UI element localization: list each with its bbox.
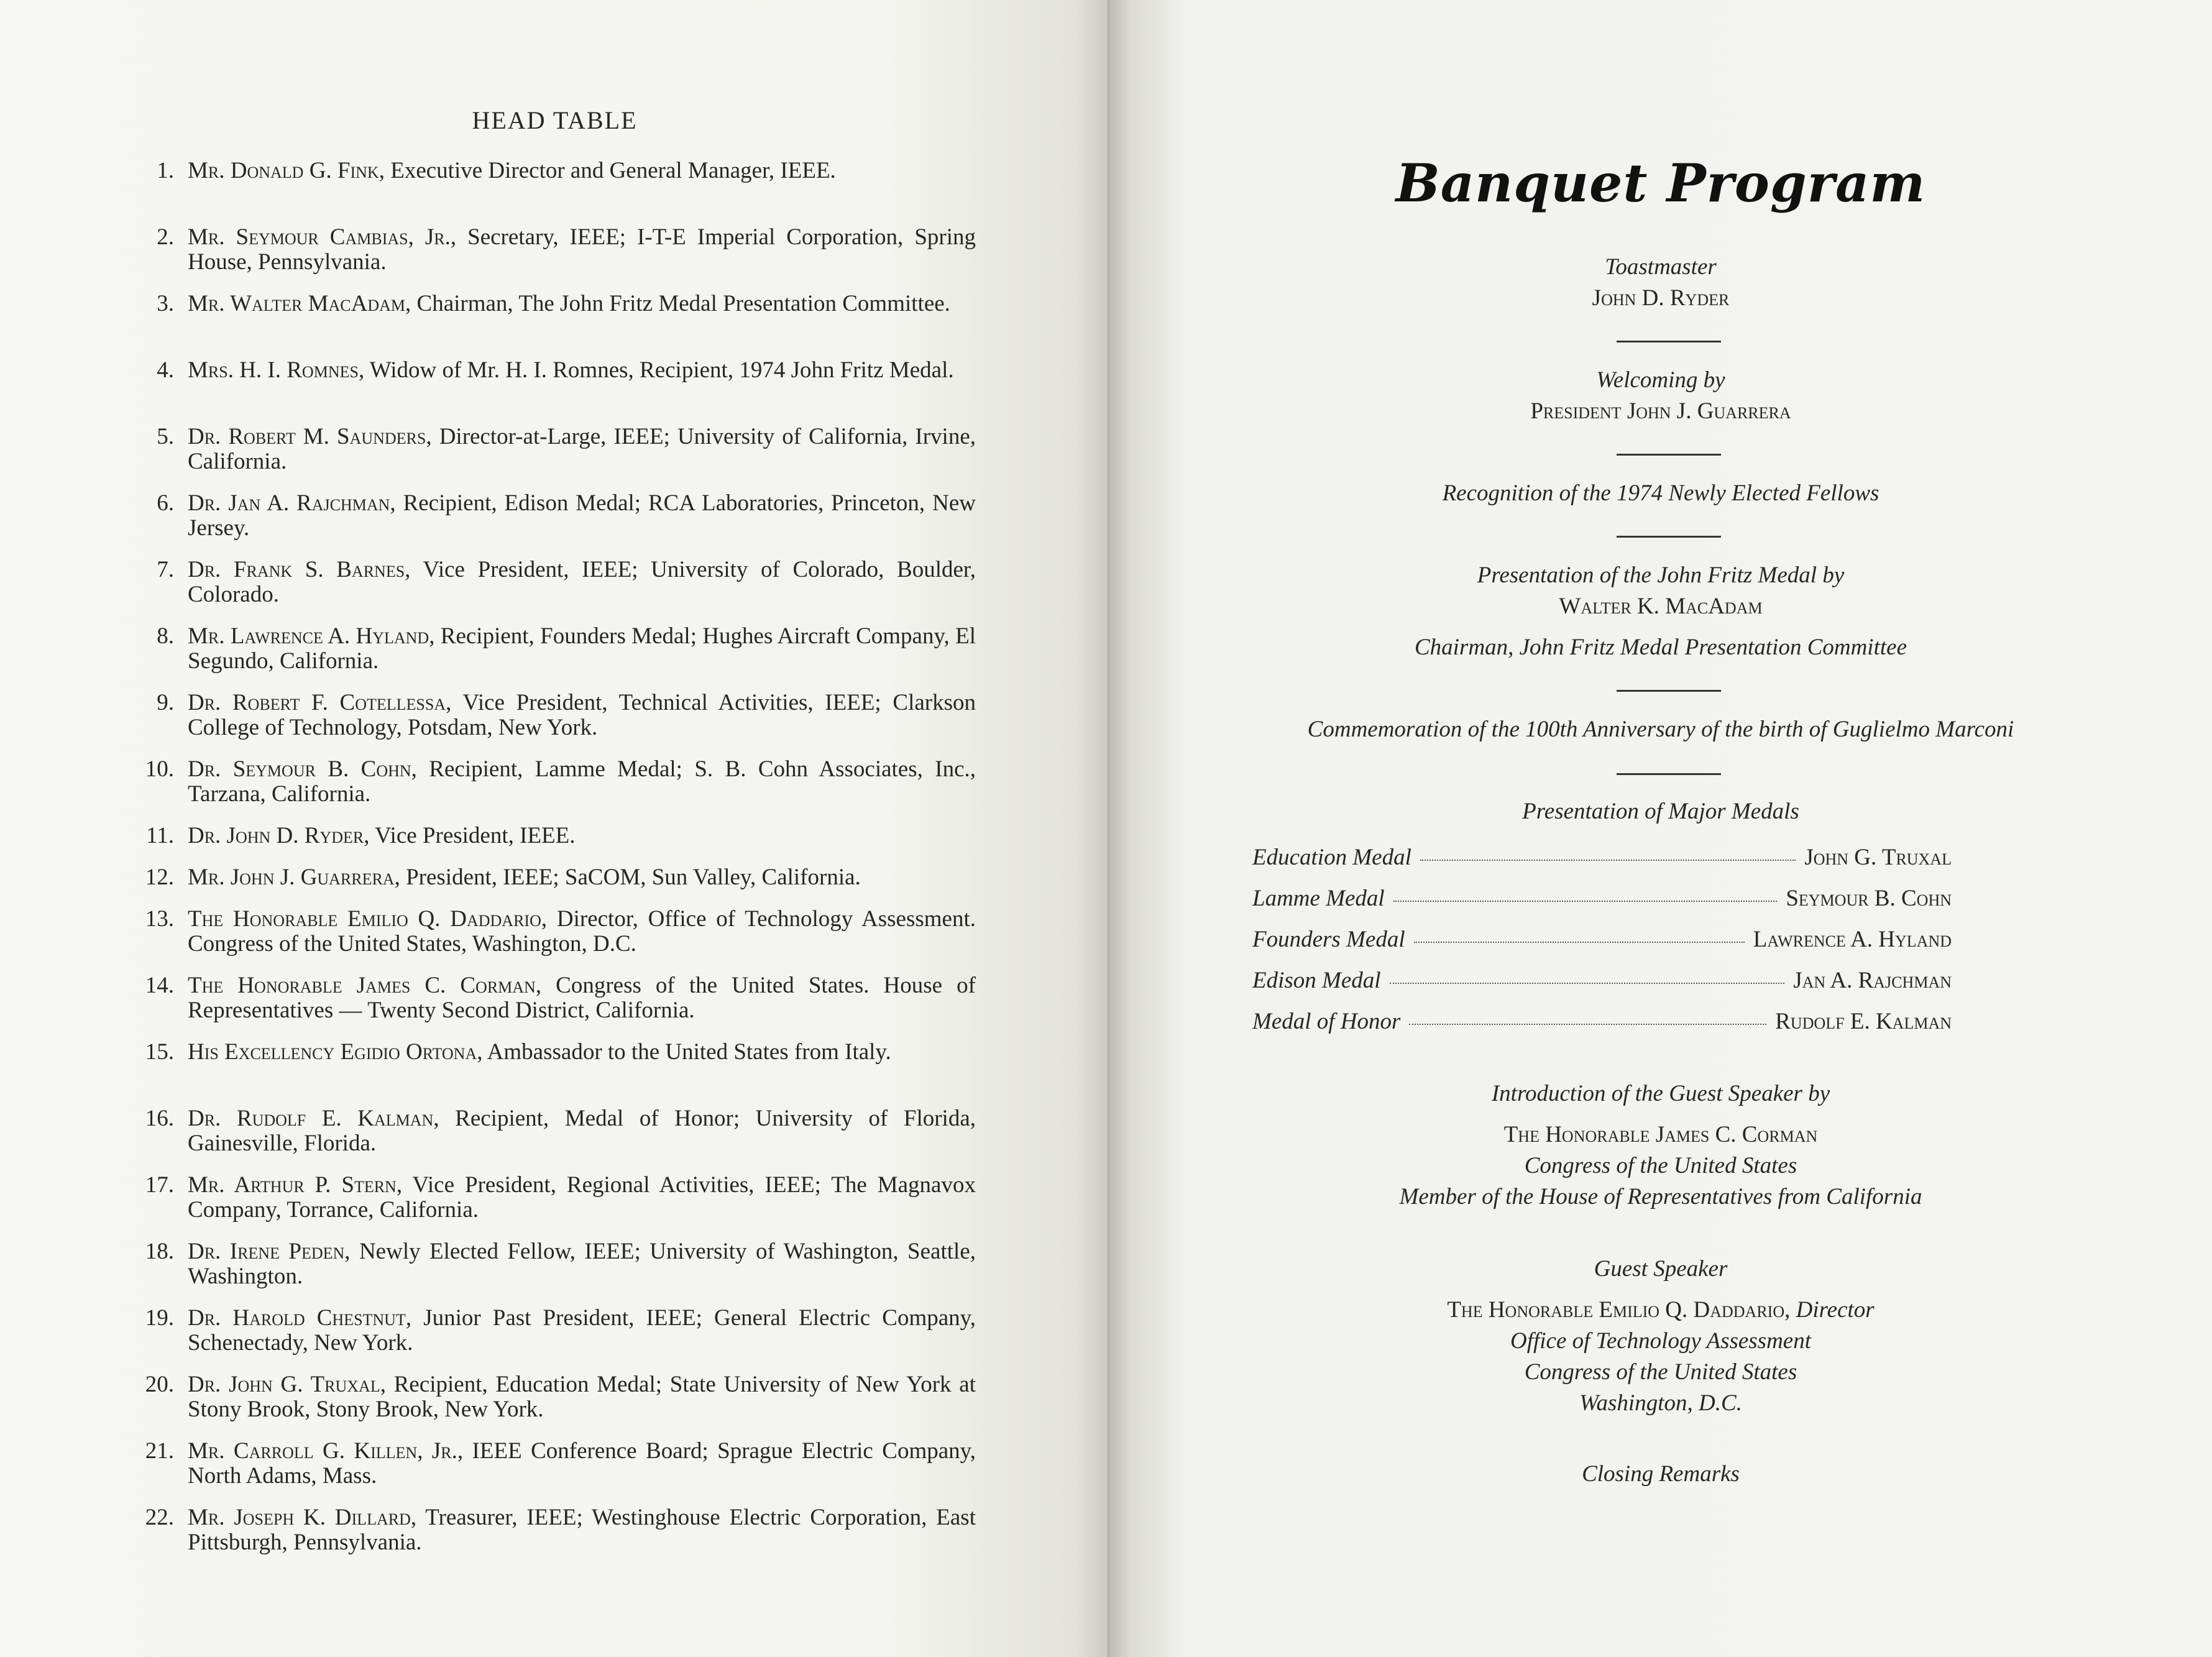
medal-name: Medal of Honor [1252,1009,1401,1034]
entry-number: 3. [157,291,174,316]
medal-recipient: John G. Truxal [1804,845,1952,870]
head-table-entry [93,973,976,1040]
entry-number: 11. [146,823,174,848]
guest-speaker-name: The Honorable Emilio Q. Daddario, [1447,1297,1791,1323]
entry-number: 17. [145,1172,174,1198]
entry-name: Dr. Frank S. Barnes [188,557,405,582]
fritz-medal-label: Presentation of the John Fritz Medal by [1477,562,1845,588]
divider-rule [1617,454,1721,456]
guest-speaker-heading [1109,1297,2212,1323]
entry-name: Mr. Seymour Cambias, Jr. [188,224,451,250]
entry-details: , Chairman, The John Fritz Medal Presentation Committee. [405,291,950,316]
guest-speaker-line: Office of Technology Assessment [1510,1328,1812,1354]
entry-number: 13. [145,906,174,932]
dot-leader [1393,901,1778,902]
entry-details: , President, IEEE; SaCOM, Sun Valley, California. [394,865,861,890]
major-medals-label: Presentation of Major Medals [1522,799,1799,824]
entry-details: , Congress of the United States. House of Representatives — Twenty Second District, California. [188,973,976,1023]
guest-speaker-title: Director [1796,1297,1875,1323]
entry-details: , Vice President, Technical Activities, IEEE; Clarkson College of Technology, Potsdam, New York. [188,690,976,740]
head-table-entry [93,558,976,624]
entry-details: , IEEE Conference Board; Sprague Electric Company, North Adams, Mass. [188,1438,976,1489]
entry-details: , Ambassador to the United States from Italy. [477,1039,891,1065]
entry-number: 10. [145,756,174,782]
head-table-entry [93,1239,976,1306]
welcoming-name: President John J. Guarrera [1530,398,1791,424]
entry-number: 15. [145,1039,174,1065]
entry-name: The Honorable James C. Corman [188,973,536,998]
medal-name: Education Medal [1252,845,1411,870]
head-table-entry [93,757,976,824]
guest-speaker-label: Guest Speaker [1594,1256,1728,1282]
medal-recipient: Jan A. Rajchman [1793,968,1952,993]
guest-intro-label: Introduction of the Guest Speaker by [1491,1081,1830,1106]
medal-recipient: Lawrence A. Hyland [1753,927,1952,952]
entry-details: , Director-at-Large, IEEE; University of California, Irvine, California. [188,424,976,474]
entry-name: Dr. Rudolf E. Kalman [188,1106,434,1131]
head-table-entry [93,491,976,558]
head-table-entry [93,691,976,757]
medal-row [1252,844,1952,871]
divider-rule [1617,690,1721,692]
closing-remarks: Closing Remarks [1582,1461,1740,1487]
banquet-program-title: Banquet Program [1395,152,1926,214]
head-table-entry [93,1306,976,1372]
entry-name: Dr. Robert M. Saunders [188,424,426,449]
entry-details: , Recipient, Lamme Medal; S. B. Cohn Associates, Inc., Tarzana, California. [188,756,976,807]
head-table-entry [93,1173,976,1239]
toastmaster-name: John D. Ryder [1592,285,1730,311]
entry-name: Dr. Seymour B. Cohn [188,756,411,782]
entry-details: , Recipient, Education Medal; State University of New York at Stony Brook, Stony Brook, New York. [188,1372,976,1422]
dot-leader [1420,860,1796,861]
entry-number: 14. [145,973,174,998]
entry-number: 7. [157,557,174,582]
entry-details: , Executive Director and General Manager, IEEE. [379,158,836,183]
entry-name: Mr. Arthur P. Stern [188,1172,397,1198]
entry-number: 5. [157,424,174,449]
dot-leader [1409,1024,1766,1025]
entry-details: , Vice President, IEEE. [364,823,576,848]
entry-name: The Honorable Emilio Q. Daddario [188,906,541,932]
head-table-entry [93,291,976,358]
entry-number: 12. [145,865,174,890]
medal-name: Edison Medal [1252,968,1381,993]
medal-row [1252,926,1952,953]
dot-leader [1390,983,1785,984]
medal-name: Founders Medal [1252,927,1405,952]
entry-name: Dr. John D. Ryder [188,823,364,848]
entry-name: His Excellency Egidio Ortona [188,1039,477,1065]
divider-rule [1617,773,1721,775]
head-table-list [93,158,976,1572]
entry-number: 20. [145,1372,174,1397]
fritz-medal-presenter: Walter K. MacAdam [1559,594,1763,619]
entry-number: 4. [157,357,174,383]
entry-details: , Newly Elected Fellow, IEEE; University of Washington, Seattle, Washington. [188,1239,976,1289]
head-table-entry [93,1439,976,1505]
medal-row [1252,967,1952,994]
entry-details: , Junior Past President, IEEE; General Electric Company, Schenectady, New York. [188,1305,976,1356]
head-table-entry [93,425,976,491]
entry-name: Mr. Donald G. Fink [188,158,379,183]
head-table-entry [93,907,976,973]
entry-name: Dr. Harold Chestnut [188,1305,406,1331]
medal-recipient: Rudolf E. Kalman [1775,1009,1952,1034]
divider-rule [1617,536,1721,538]
entry-details: , Recipient, Founders Medal; Hughes Aircraft Company, El Segundo, California. [188,623,976,674]
medal-recipient: Seymour B. Cohn [1786,886,1952,911]
entry-number: 16. [145,1106,174,1131]
entry-name: Mr. John J. Guarrera [188,865,395,890]
head-table-entry [93,358,976,425]
entry-number: 19. [145,1305,174,1331]
entry-details: , Widow of Mr. H. I. Romnes, Recipient, 1974 John Fritz Medal. [358,357,954,383]
entry-name: Mr. Lawrence A. Hyland [188,623,429,649]
fritz-medal-presenter-role: Chairman, John Fritz Medal Presentation Committee [1415,635,1907,660]
entry-details: , Treasurer, IEEE; Westinghouse Electric Corporation, East Pittsburgh, Pennsylvania. [188,1505,976,1555]
head-table-entry [93,1040,976,1106]
head-table-entry [93,1372,976,1439]
medal-row [1252,885,1952,912]
toastmaster-label: Toastmaster [1605,254,1717,280]
entry-details: , Secretary, IEEE; I-T-E Imperial Corporation, Spring House, Pennsylvania. [188,224,976,275]
entry-name: Mr. Walter MacAdam [188,291,406,316]
entry-number: 9. [157,690,174,715]
entry-number: 8. [157,623,174,649]
right-page [1109,0,2212,1657]
fellows-recognition: Recognition of the 1974 Newly Elected Fellows [1442,480,1879,506]
entry-name: Mr. Joseph K. Dillard [188,1505,411,1530]
guest-speaker-line: Congress of the United States [1524,1359,1797,1385]
entry-number: 2. [157,224,174,250]
entry-details: , Recipient, Medal of Honor; University of Florida, Gainesville, Florida. [188,1106,976,1156]
entry-number: 18. [145,1239,174,1264]
head-table-entry [93,824,976,865]
head-table-entry [93,1106,976,1173]
dot-leader [1414,942,1745,943]
entry-number: 1. [157,158,174,183]
head-table-entry [93,158,976,225]
guest-intro-line: Congress of the United States [1524,1153,1797,1178]
entry-name: Mr. Carroll G. Killen, Jr. [188,1438,457,1464]
entry-name: Mrs. H. I. Romnes [188,357,359,383]
welcoming-label: Welcoming by [1596,367,1725,393]
entry-name: Dr. John G. Truxal [188,1372,380,1397]
guest-intro-name: The Honorable James C. Corman [1503,1122,1818,1147]
entry-number: 22. [145,1505,174,1530]
entry-number: 6. [157,490,174,516]
entry-details: , Director, Office of Technology Assessment. Congress of the United States, Washington, D.C. [188,906,976,957]
marconi-commemoration: Commemoration of the 100th Anniversary of the birth of Guglielmo Marconi [1307,717,2014,742]
head-table-entry [93,865,976,907]
medal-row [1252,1008,1952,1035]
entry-details: , Vice President, IEEE; University of Colorado, Boulder, Colorado. [188,557,976,607]
guest-intro-line: Member of the House of Representatives from California [1399,1184,1922,1209]
entry-details: , Vice President, Regional Activities, IEEE; The Magnavox Company, Torrance, California. [188,1172,976,1223]
head-table-entry [93,1505,976,1572]
medal-name: Lamme Medal [1252,886,1385,911]
entry-number: 21. [145,1438,174,1464]
guest-speaker-line: Washington, D.C. [1579,1390,1742,1416]
head-table-entry [93,225,976,291]
entry-name: Dr. Jan A. Rajchman [188,490,390,516]
divider-rule [1617,341,1721,342]
entry-details: , Recipient, Edison Medal; RCA Laboratories, Princeton, New Jersey. [188,490,976,541]
head-table-title: HEAD TABLE [472,106,638,134]
entry-name: Dr. Irene Peden [188,1239,345,1264]
head-table-entry [93,624,976,691]
entry-name: Dr. Robert F. Cotellessa [188,690,446,715]
